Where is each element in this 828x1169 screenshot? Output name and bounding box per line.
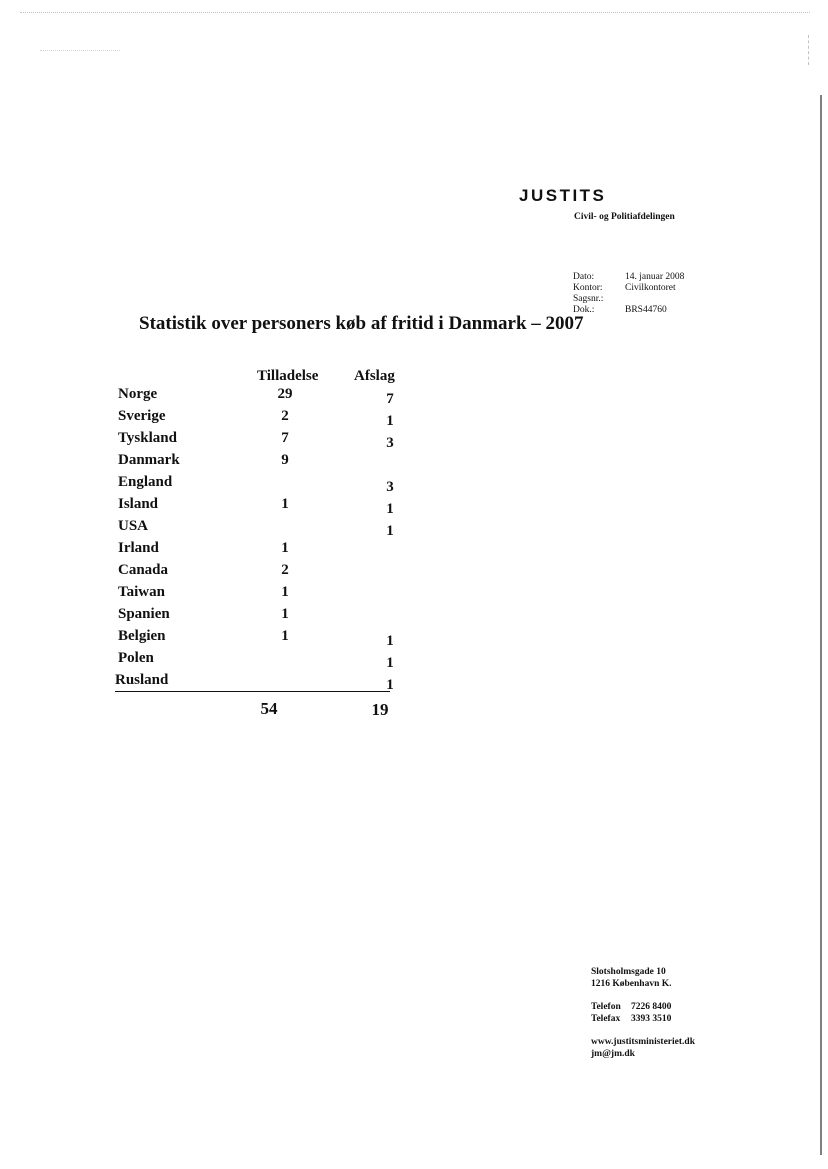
tilladelse-value: 7 xyxy=(281,430,289,446)
table-row xyxy=(0,452,828,474)
tilladelse-value: 1 xyxy=(281,606,289,622)
table-row xyxy=(0,474,828,496)
tilladelse-value: 2 xyxy=(281,408,289,424)
column-header-tilladelse: Tilladelse xyxy=(257,368,319,384)
table-row xyxy=(0,496,828,518)
country-name: Rusland xyxy=(115,672,169,688)
country-name: Canada xyxy=(118,562,169,578)
meta-label: Kontor: xyxy=(573,283,603,293)
document-meta xyxy=(573,272,684,316)
fax-label: Telefax xyxy=(591,1013,621,1024)
meta-value: BRS44760 xyxy=(625,305,667,315)
website-link: www.justitsministeriet.dk xyxy=(591,1037,695,1047)
table-row xyxy=(0,606,828,628)
meta-row-case xyxy=(573,294,684,305)
tilladelse-value: 2 xyxy=(281,562,289,578)
meta-row-office xyxy=(573,283,684,294)
phone-row xyxy=(591,1002,695,1014)
page-title: Statistik over personers køb af fritid i Danmark – 2007 xyxy=(139,313,584,334)
totals-divider xyxy=(115,691,390,692)
meta-label: Dok.: xyxy=(573,305,595,315)
afslag-value: 7 xyxy=(386,391,394,407)
country-name: Taiwan xyxy=(118,584,165,600)
scan-artifact-top xyxy=(20,12,810,13)
table-row xyxy=(0,628,828,650)
total-tilladelse: 54 xyxy=(260,699,278,718)
tilladelse-value: 1 xyxy=(281,584,289,600)
email-address: jm@jm.dk xyxy=(591,1048,635,1059)
country-name: Island xyxy=(118,496,159,512)
tilladelse-value: 1 xyxy=(281,628,289,644)
table-row xyxy=(0,562,828,584)
country-name: Belgien xyxy=(118,628,166,644)
tilladelse-value: 9 xyxy=(281,452,289,468)
country-name: Sverige xyxy=(118,408,166,424)
country-name: Irland xyxy=(118,540,159,556)
scan-artifact-edge-upper xyxy=(808,35,809,65)
fax-row xyxy=(591,1014,695,1026)
footer-address xyxy=(591,967,695,1060)
table-row xyxy=(0,540,828,562)
letterhead-brand: JUSTITS xyxy=(519,186,607,205)
country-name: Danmark xyxy=(118,452,180,468)
column-header-afslag: Afslag xyxy=(354,368,395,384)
scan-artifact-mark xyxy=(40,50,120,51)
country-name: USA xyxy=(118,518,149,534)
afslag-value: 1 xyxy=(386,523,394,539)
country-name: Polen xyxy=(118,650,154,666)
table-row xyxy=(0,584,828,606)
country-name: Tyskland xyxy=(118,430,177,446)
country-name: Spanien xyxy=(118,606,170,622)
table-row xyxy=(0,650,828,672)
afslag-value: 1 xyxy=(386,677,394,693)
fax-number: 3393 3510 xyxy=(631,1013,672,1024)
address-city: 1216 København K. xyxy=(591,978,672,989)
tilladelse-value: 1 xyxy=(281,540,289,556)
tilladelse-value: 1 xyxy=(281,496,289,512)
table-row xyxy=(0,430,828,452)
meta-row-doc xyxy=(573,305,684,316)
country-name: England xyxy=(118,474,173,490)
afslag-value: 1 xyxy=(386,633,394,649)
address-street: Slotsholmsgade 10 xyxy=(591,967,666,977)
afslag-value: 1 xyxy=(386,655,394,671)
afslag-value: 1 xyxy=(386,501,394,517)
table-row xyxy=(0,518,828,540)
country-name: Norge xyxy=(118,386,158,402)
afslag-value: 3 xyxy=(386,479,394,495)
tilladelse-value: 29 xyxy=(277,386,293,402)
meta-row-date xyxy=(573,272,684,283)
letterhead-department: Civil- og Politiafdelingen xyxy=(574,212,675,222)
meta-label: Dato: xyxy=(573,272,595,282)
table-row xyxy=(0,408,828,430)
meta-value: 14. januar 2008 xyxy=(625,272,685,282)
meta-value: Civilkontoret xyxy=(625,283,676,293)
total-afslag: 19 xyxy=(371,700,389,719)
phone-label: Telefon xyxy=(591,1002,621,1012)
afslag-value: 1 xyxy=(386,413,394,429)
table-row xyxy=(0,386,828,408)
meta-label: Sagsnr.: xyxy=(573,294,604,304)
afslag-value: 3 xyxy=(386,435,394,451)
phone-number: 7226 8400 xyxy=(631,1002,672,1012)
